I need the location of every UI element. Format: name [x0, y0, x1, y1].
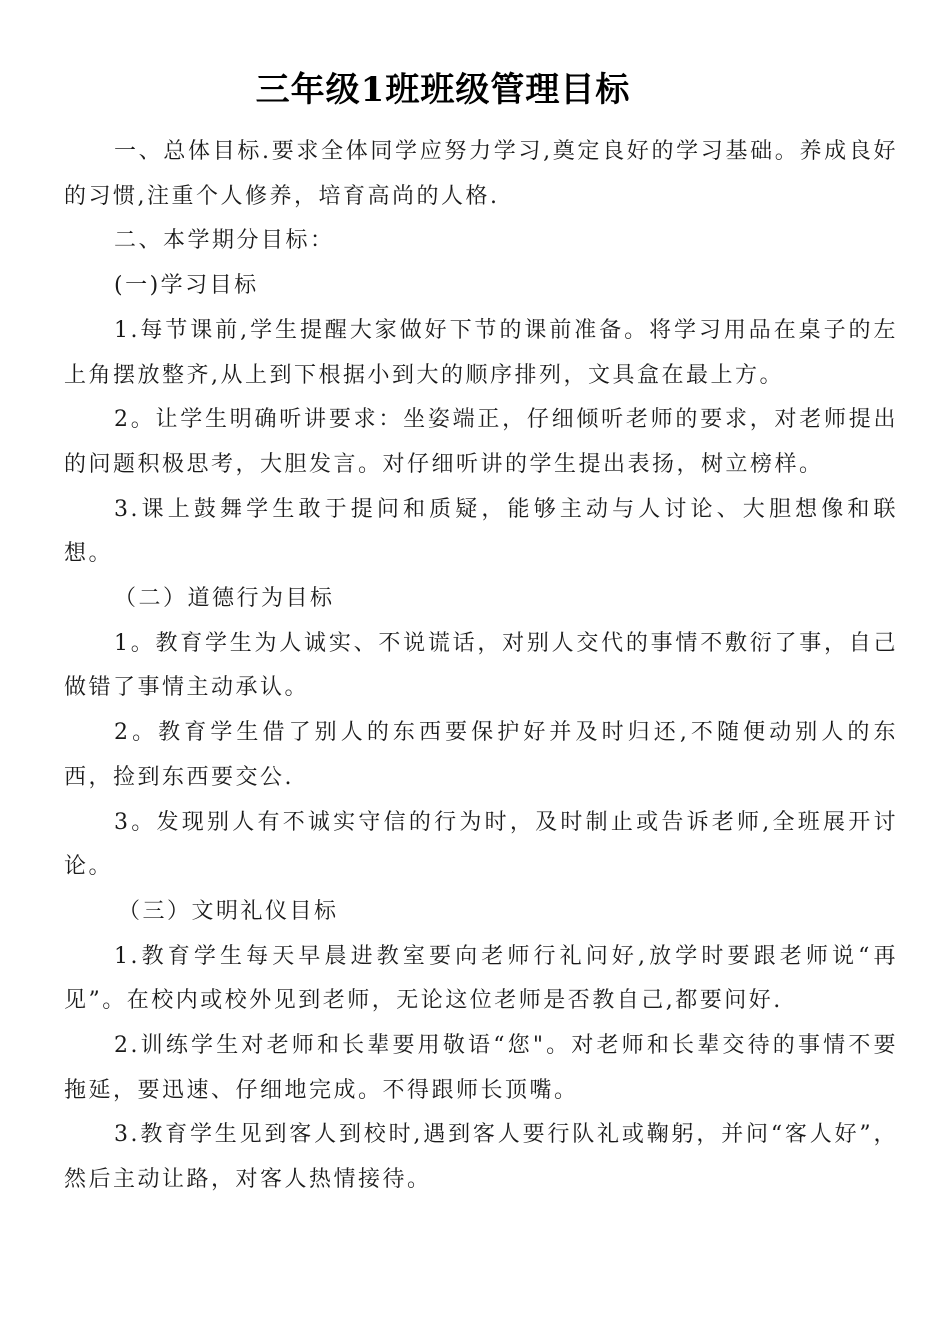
section-heading-moral: （二）道德行为目标	[114, 586, 335, 612]
paragraph-moral-1: 1。教育学生为人诚实、不说谎话，对别人交代的事情不敷衍了事，自己做错了事情主动承认。	[64, 630, 898, 701]
section-heading-study: (一)学习目标	[114, 273, 259, 299]
paragraph-etiquette-2: 2.训练学生对老师和长辈要用敬语“您"。对老师和长辈交待的事情不要拖延，要迅速、仔细地完成。不得跟师长顶嘴。	[64, 1033, 898, 1103]
paragraph-semester-goals-heading: 二、本学期分目标：	[114, 228, 335, 254]
paragraph-moral-2: 2。教育学生借了别人的东西要保护好并及时归还,不随便动别人的东西，捡到东西要交公.	[64, 720, 898, 790]
paragraph-study-2: 2。让学生明确听讲要求：坐姿端正，仔细倾听老师的要求，对老师提出的问题积极思考，大胆发言。对仔细听讲的学生提出表扬，树立榜样。	[64, 407, 898, 477]
paragraph-etiquette-1: 1.教育学生每天早晨进教室要向老师行礼问好,放学时要跟老师说“再见”。在校内或校外见到老师，无论这位老师是否教自己,都要问好.	[64, 943, 898, 1014]
paragraph-etiquette-3: 3.教育学生见到客人到校时,遇到客人要行队礼或鞠躬，并问“客人好”，然后主动让路，对客人热情接待。	[64, 1122, 898, 1193]
paragraph-moral-3: 3。发现别人有不诚实守信的行为时，及时制止或告诉老师,全班展开讨论。	[64, 809, 898, 880]
paragraph-study-1: 1.每节课前,学生提醒大家做好下节的课前准备。将学习用品在桌子的左上角摆放整齐,从上到下根据小到大的顺序排列，文具盒在最上方。	[64, 317, 898, 388]
document-body	[64, 130, 898, 1203]
paragraph-overall-goal: 一、总体目标.要求全体同学应努力学习,奠定良好的学习基础。养成良好的习惯,注重个人修养，培育高尚的人格.	[64, 139, 898, 209]
paragraph-study-3: 3.课上鼓舞学生敢于提问和质疑，能够主动与人讨论、大胆想像和联想。	[64, 496, 898, 567]
document-title: 三年级1班班级管理目标	[255, 70, 631, 110]
section-heading-etiquette: （三）文明礼仪目标	[118, 898, 339, 924]
